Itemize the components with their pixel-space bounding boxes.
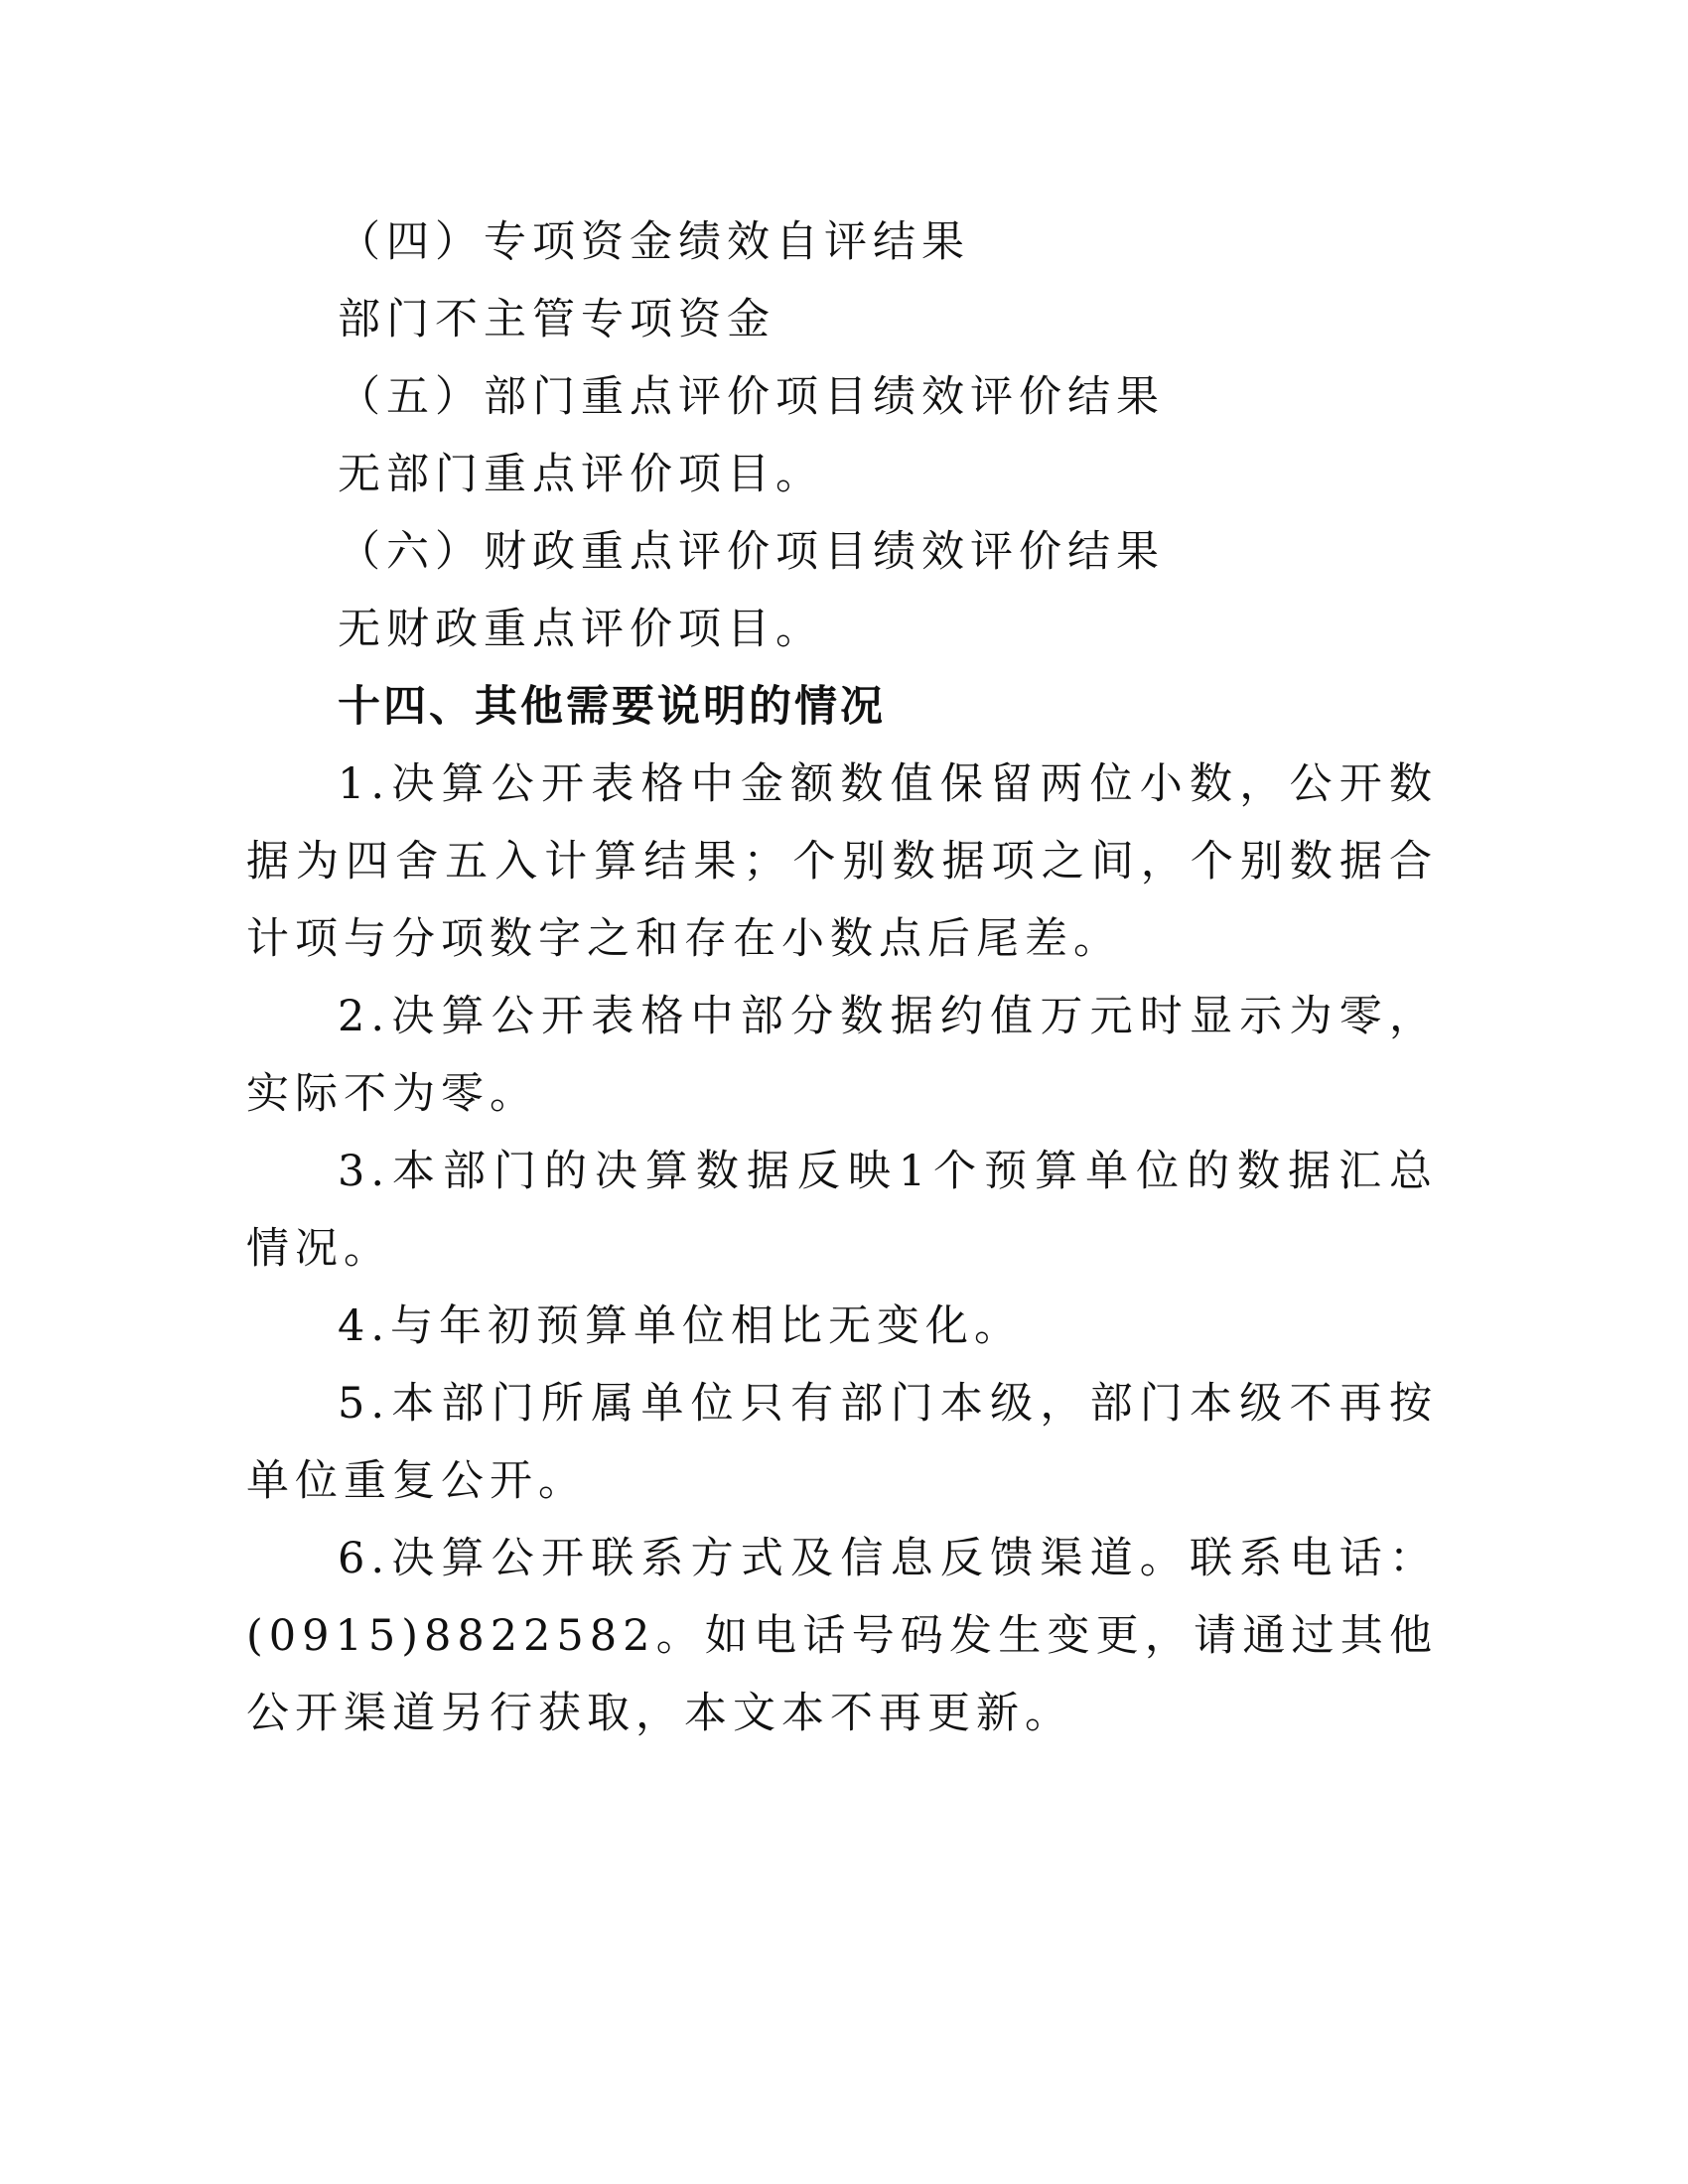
note-5: 5.本部门所属单位只有部门本级，部门本级不再按单位重复公开。 xyxy=(246,1379,1438,1506)
document-body xyxy=(246,204,1438,1752)
subsection-4-body: 部门不主管专项资金 xyxy=(338,295,775,344)
subsection-5-body: 无部门重点评价项目。 xyxy=(338,450,824,499)
note-2: 2.决算公开表格中部分数据约值万元时显示为零，实际不为零。 xyxy=(246,992,1438,1119)
note-4: 4.与年初预算单位相比无变化。 xyxy=(338,1301,1024,1351)
note-3: 3.本部门的决算数据反映1个预算单位的数据汇总情况。 xyxy=(246,1147,1438,1274)
subsection-4-title: （四）专项资金绩效自评结果 xyxy=(338,217,970,267)
note-1: 1.决算公开表格中金额数值保留两位小数，公开数据为四舍五入计算结果；个别数据项之间，个别数据合计项与分项数字之和存在小数点后尾差。 xyxy=(246,759,1438,964)
subsection-6-body: 无财政重点评价项目。 xyxy=(338,605,824,654)
section-14-heading: 十四、其他需要说明的情况 xyxy=(338,682,886,732)
subsection-5-title: （五）部门重点评价项目绩效评价结果 xyxy=(338,372,1165,422)
subsection-6-title: （六）财政重点评价项目绩效评价结果 xyxy=(338,527,1165,577)
note-6: 6.决算公开联系方式及信息反馈渠道。联系电话：(0915)8822582。如电话号码发生变更，请通过其他公开渠道另行获取，本文本不再更新。 xyxy=(246,1534,1438,1738)
